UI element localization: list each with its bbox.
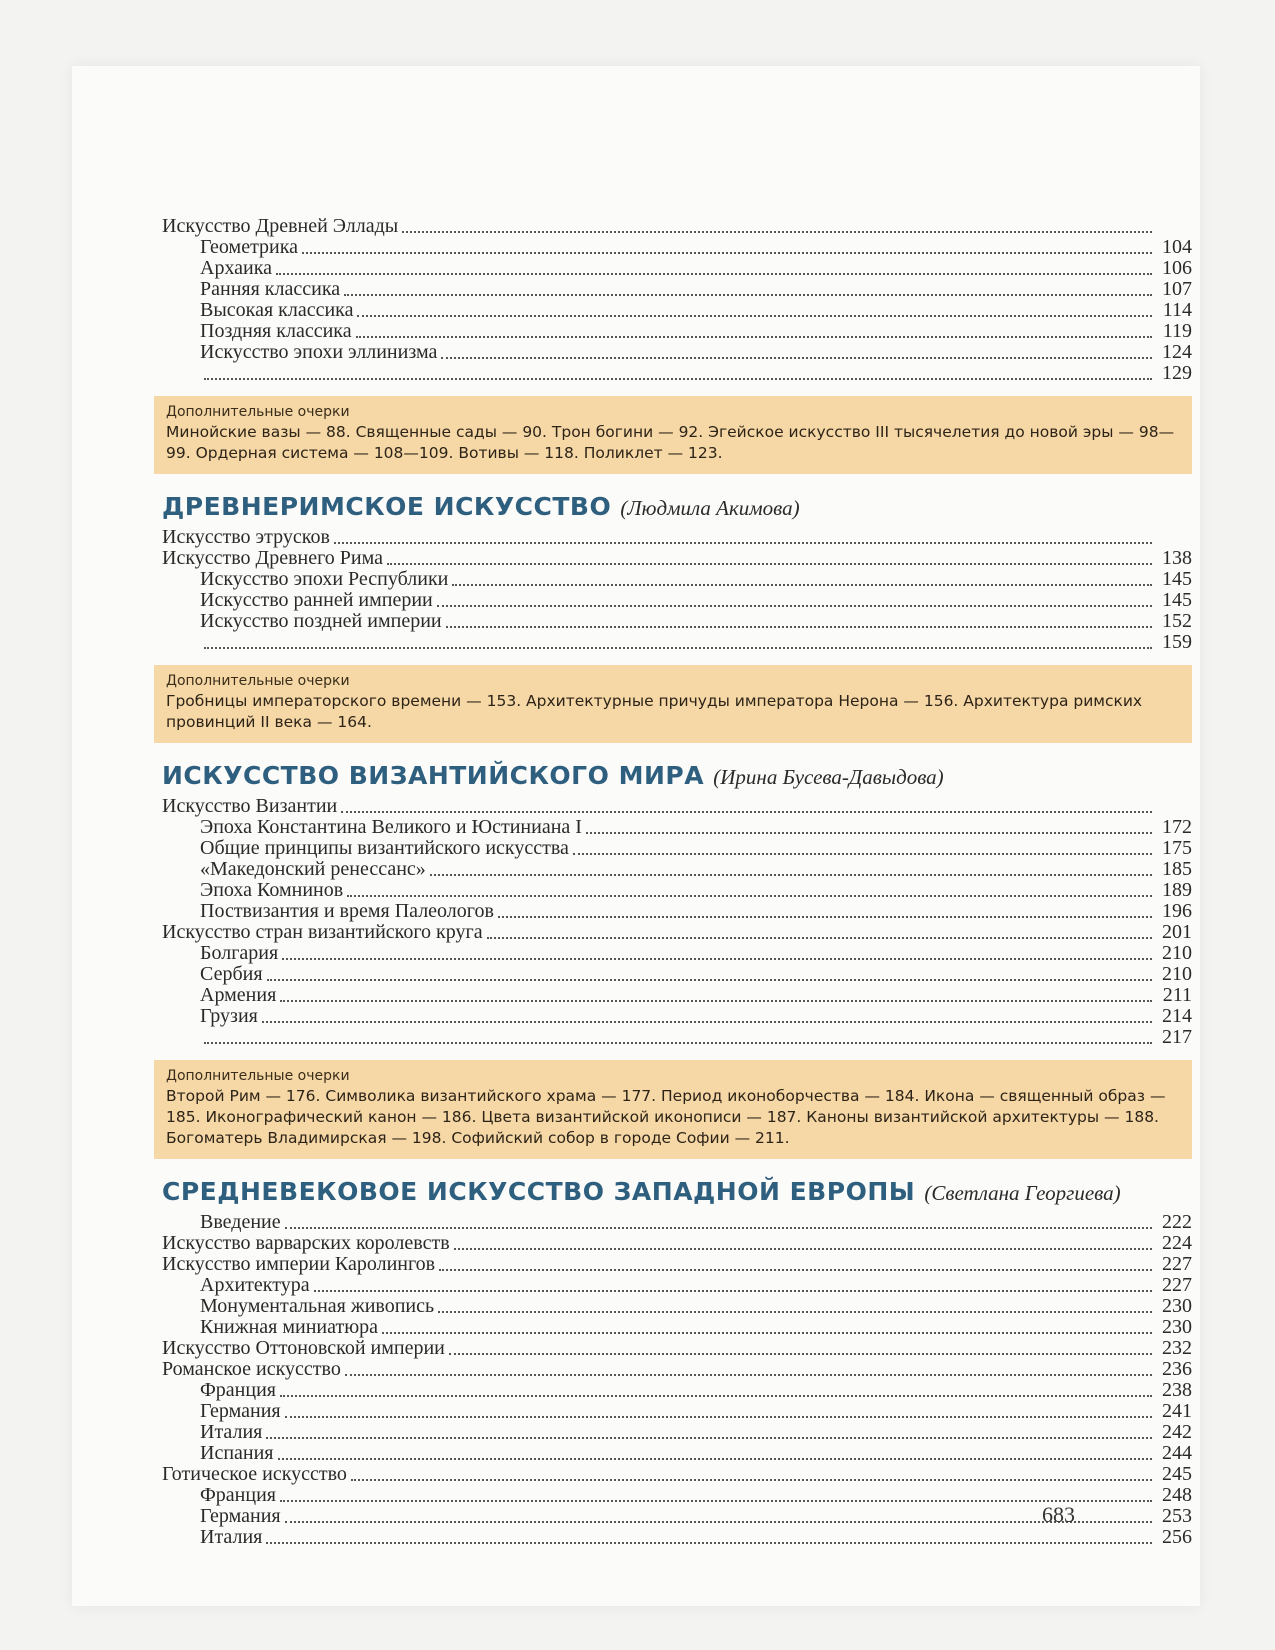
dot-leader [449, 1352, 1152, 1355]
toc-entry[interactable] [162, 1296, 1192, 1317]
toc-entry[interactable] [162, 590, 1192, 611]
toc-entry-title: Искусство стран византийского круга [162, 921, 483, 943]
dot-leader [498, 915, 1152, 918]
toc-entry-title: Искусство варварских королевств [162, 1232, 450, 1254]
toc-section [162, 492, 1192, 743]
toc-entry-title: Книжная миниатюра [200, 1316, 379, 1338]
additional-essays-text: Гробницы императорского времени — 153. Архитектурные причуды императора Нерона — 156. Архитектура римских провинций II века — 164. [166, 692, 1143, 731]
toc-entry[interactable] [162, 569, 1192, 590]
toc-entry[interactable] [162, 1233, 1192, 1254]
toc-entry-page: 256 [1162, 1526, 1192, 1548]
dot-leader [347, 894, 1152, 897]
toc-entry-title: Архаика [200, 257, 273, 279]
toc-entry-title: Германия [200, 1505, 281, 1527]
section-title-text: ДРЕВНЕРИМСКОЕ ИСКУССТВО [162, 492, 612, 521]
toc-entry[interactable] [162, 1380, 1192, 1401]
toc-entry[interactable] [162, 859, 1192, 880]
additional-essays-text: Второй Рим — 176. Символика византийского храма — 177. Период иконоборчества — 184. Икона — священный образ — 185. Иконографический канон — 186. Цвета византийской иконописи — 187. Каноны византийской архитектуры — 188. Богоматерь Владимирская — 198. Софийский собор в городе Софии — 211. [166, 1087, 1166, 1147]
additional-essays-box [154, 1060, 1192, 1159]
toc-entry-page: 175 [1162, 837, 1192, 859]
dot-leader [267, 978, 1152, 981]
toc-entry[interactable] [162, 922, 1192, 943]
dot-leader [266, 1541, 1152, 1544]
dot-leader [276, 272, 1152, 275]
additional-essays-text: Минойские вазы — 88. Священные сады — 90. Трон богини — 92. Эгейское искусство III тысячелетия до новой эры — 98—99. Ордерная система — 108—109. Вотивы — 118. Поликлет — 123. [166, 423, 1175, 462]
toc-entry-page: 242 [1162, 1421, 1192, 1443]
toc-entry-page: 238 [1162, 1379, 1192, 1401]
additional-essays-box [154, 665, 1192, 743]
toc-entry-title: Сербия [200, 963, 263, 985]
toc-entry-page: 104 [1162, 236, 1192, 258]
toc-entry-page: 185 [1162, 858, 1192, 880]
toc-entry-title: Ранняя классика [200, 278, 341, 300]
toc-entry[interactable] [162, 1422, 1192, 1443]
toc-entry-page: 145 [1162, 589, 1192, 611]
toc-entry-page: 211 [1162, 984, 1192, 1006]
toc-entry-title: Искусство Древней Эллады [162, 215, 399, 237]
toc-entry-page: 222 [1162, 1211, 1192, 1233]
dot-leader [280, 999, 1152, 1002]
dot-leader [446, 625, 1152, 628]
toc-entry-page: 245 [1162, 1463, 1192, 1485]
toc-entry-title: Готическое искусство [162, 1463, 347, 1485]
toc-entry-title: Искусство этрусков [162, 526, 330, 548]
toc-entry-page: 145 [1162, 568, 1192, 590]
toc-entry-page: 214 [1162, 1005, 1192, 1027]
toc-entry[interactable] [162, 216, 1192, 237]
toc-entry[interactable] [162, 1443, 1192, 1464]
toc-entry-title: Монументальная живопись [200, 1295, 435, 1317]
toc-entry[interactable] [162, 985, 1192, 1006]
toc-entry-title: Романское искусство [162, 1358, 341, 1380]
additional-essays-title: Дополнительные очерки [166, 673, 350, 689]
section-title [162, 761, 1192, 790]
toc-entry-title: Франция [200, 1484, 276, 1506]
section-author: (Ирина Бусева-Давыдова) [713, 765, 944, 789]
toc-entry-title: Эпоха Константина Великого и Юстиниана I [200, 816, 582, 838]
book-page [72, 66, 1200, 1606]
toc-entry-page: 107 [1162, 278, 1192, 300]
toc-entry-page: 224 [1162, 1232, 1192, 1254]
toc-entry[interactable] [162, 1317, 1192, 1338]
toc-entry[interactable] [162, 279, 1192, 300]
toc-entry-page: 159 [1162, 631, 1192, 653]
dot-leader [437, 604, 1152, 607]
dot-leader [341, 810, 1152, 813]
dot-leader [573, 852, 1152, 855]
toc-entry-page: 114 [1162, 299, 1192, 321]
dot-leader [487, 936, 1152, 939]
toc-entry-title: Германия [200, 1400, 281, 1422]
toc-entry[interactable] [162, 1006, 1192, 1027]
toc-entry[interactable] [162, 838, 1192, 859]
dot-leader [452, 583, 1152, 586]
toc-entry[interactable] [162, 632, 1192, 653]
table-of-contents [162, 216, 1192, 1556]
dot-leader [344, 293, 1152, 296]
toc-entry[interactable] [162, 796, 1192, 817]
dot-leader [345, 1373, 1152, 1376]
toc-entry-title: Введение [200, 1211, 281, 1233]
toc-entry[interactable] [162, 1464, 1192, 1485]
dot-leader [334, 541, 1152, 544]
toc-entry[interactable] [162, 1401, 1192, 1422]
toc-entry-title: Грузия [200, 1005, 258, 1027]
toc-entry-page: 119 [1162, 320, 1192, 342]
toc-entry-page: 129 [1162, 362, 1192, 384]
toc-entry[interactable] [162, 258, 1192, 279]
toc-entry[interactable] [162, 1485, 1192, 1506]
toc-entry-title: Архитектура [200, 1274, 310, 1296]
toc-entry-title: Испания [200, 1442, 274, 1464]
dot-leader [357, 314, 1152, 317]
additional-essays-box [154, 396, 1192, 474]
toc-entry-page: 241 [1162, 1400, 1192, 1422]
dot-leader [262, 1020, 1152, 1023]
toc-entry[interactable] [162, 1527, 1192, 1548]
toc-entry[interactable] [162, 1275, 1192, 1296]
toc-entry[interactable] [162, 880, 1192, 901]
additional-essays-title: Дополнительные очерки [166, 1068, 350, 1084]
toc-entry-title: Болгария [200, 942, 279, 964]
dot-leader [302, 251, 1152, 254]
toc-entry-title: Поствизантия и время Палеологов [200, 900, 494, 922]
toc-entry-page: 248 [1162, 1484, 1192, 1506]
toc-entry[interactable] [162, 817, 1192, 838]
section-author: (Людмила Акимова) [620, 496, 800, 520]
toc-section [162, 1177, 1192, 1548]
toc-entry-title: Искусство Византии [162, 795, 338, 817]
dot-leader [204, 1041, 1152, 1044]
dot-leader [204, 377, 1152, 380]
toc-entry[interactable] [162, 1254, 1192, 1275]
toc-entry-title: Италия [200, 1421, 263, 1443]
toc-entry-page: 236 [1162, 1358, 1192, 1380]
toc-entry[interactable] [162, 321, 1192, 342]
additional-essays-title: Дополнительные очерки [166, 404, 350, 420]
toc-entry-title: Геометрика [200, 236, 299, 258]
toc-entry-title: Армения [200, 984, 277, 1006]
toc-entry-page: 138 [1162, 547, 1192, 569]
toc-entry-page: 210 [1162, 942, 1192, 964]
toc-entry-page: 253 [1162, 1505, 1192, 1527]
toc-entry-title: Искусство Древнего Рима [162, 547, 384, 569]
toc-entry-title: Эпоха Комнинов [200, 879, 344, 901]
dot-leader [282, 957, 1152, 960]
toc-entry[interactable] [162, 611, 1192, 632]
toc-entry-page: 217 [1162, 1026, 1192, 1048]
toc-entry-page: 230 [1162, 1316, 1192, 1338]
dot-leader [439, 1268, 1152, 1271]
toc-entry[interactable] [162, 901, 1192, 922]
toc-entry[interactable] [162, 548, 1192, 569]
toc-entry[interactable] [162, 1338, 1192, 1359]
toc-entry[interactable] [162, 1359, 1192, 1380]
dot-leader [266, 1436, 1152, 1439]
section-author: (Светлана Георгиева) [924, 1181, 1121, 1205]
toc-entry[interactable] [162, 1212, 1192, 1233]
toc-entry-title: Общие принципы византийского искусства [200, 837, 569, 859]
toc-entry-page: 201 [1162, 921, 1192, 943]
dot-leader [204, 646, 1152, 649]
dot-leader [285, 1415, 1152, 1418]
toc-entry-title: «Македонский ренессанс» [200, 858, 426, 880]
toc-entry-page: 106 [1162, 257, 1192, 279]
toc-entry-title: Франция [200, 1379, 276, 1401]
section-title-text: СРЕДНЕВЕКОВОЕ ИСКУССТВО ЗАПАДНОЙ ЕВРОПЫ [162, 1177, 916, 1206]
dot-leader [280, 1394, 1152, 1397]
toc-entry-title: Искусство эпохи Республики [200, 568, 449, 590]
dot-leader [351, 1478, 1152, 1481]
toc-entry-title: Искусство Оттоновской империи [162, 1337, 445, 1359]
dot-leader [285, 1520, 1152, 1523]
toc-entry[interactable] [162, 943, 1192, 964]
toc-entry-page: 227 [1162, 1253, 1192, 1275]
section-title-text: ИСКУССТВО ВИЗАНТИЙСКОГО МИРА [162, 761, 705, 790]
toc-section [162, 216, 1192, 474]
toc-entry-page: 124 [1162, 341, 1192, 363]
toc-entry[interactable] [162, 1506, 1192, 1527]
toc-section [162, 761, 1192, 1159]
toc-entry[interactable] [162, 363, 1192, 384]
section-title [162, 1177, 1192, 1206]
toc-entry-title: Искусство эпохи эллинизма [200, 341, 438, 363]
dot-leader [438, 1310, 1152, 1313]
toc-entry-page: 152 [1162, 610, 1192, 632]
dot-leader [356, 335, 1152, 338]
dot-leader [430, 873, 1152, 876]
toc-entry-title: Высокая классика [200, 299, 354, 321]
toc-entry[interactable] [162, 300, 1192, 321]
dot-leader [387, 562, 1152, 565]
toc-entry[interactable] [162, 527, 1192, 548]
page-number: 683 [1042, 1502, 1075, 1527]
toc-entry-page: 244 [1162, 1442, 1192, 1464]
toc-entry-page: 210 [1162, 963, 1192, 985]
toc-entry-page: 196 [1162, 900, 1192, 922]
toc-entry-page: 227 [1162, 1274, 1192, 1296]
dot-leader [586, 831, 1152, 834]
dot-leader [278, 1457, 1152, 1460]
toc-entry[interactable] [162, 237, 1192, 258]
toc-entry-page: 232 [1162, 1337, 1192, 1359]
dot-leader [454, 1247, 1152, 1250]
section-title [162, 492, 1192, 521]
toc-entry-title: Поздняя классика [200, 320, 352, 342]
toc-entry[interactable] [162, 964, 1192, 985]
dot-leader [382, 1331, 1152, 1334]
dot-leader [314, 1289, 1152, 1292]
toc-entry-page: 189 [1162, 879, 1192, 901]
toc-entry-title: Искусство ранней империи [200, 589, 433, 611]
toc-entry-title: Искусство империи Каролингов [162, 1253, 436, 1275]
toc-entry-title: Искусство поздней империи [200, 610, 442, 632]
dot-leader [441, 356, 1152, 359]
toc-entry-title: Италия [200, 1526, 263, 1548]
toc-entry-page: 172 [1162, 816, 1192, 838]
dot-leader [280, 1499, 1152, 1502]
dot-leader [402, 230, 1152, 233]
toc-entry[interactable] [162, 1027, 1192, 1048]
dot-leader [285, 1226, 1152, 1229]
toc-entry[interactable] [162, 342, 1192, 363]
toc-entry-page: 230 [1162, 1295, 1192, 1317]
